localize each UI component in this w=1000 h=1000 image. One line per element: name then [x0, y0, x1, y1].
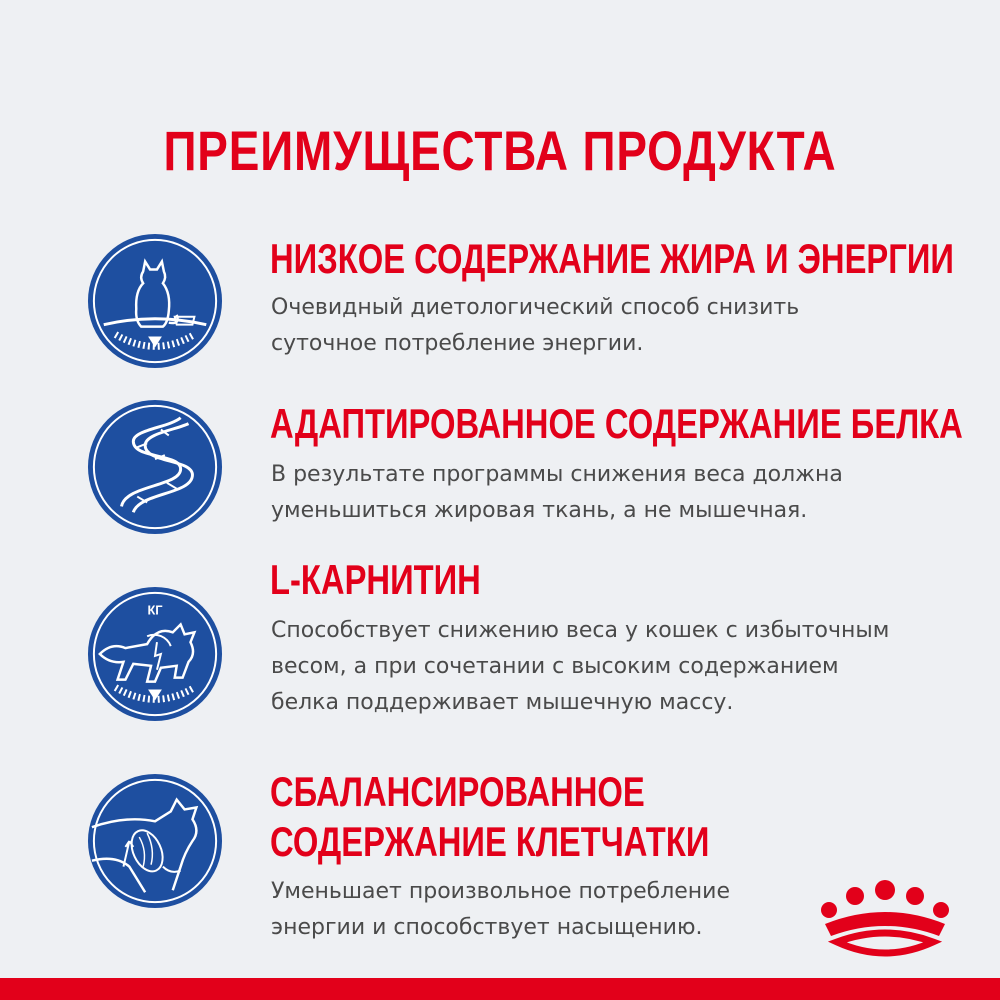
page-title: ПРЕИМУЩЕСТВА ПРОДУКТА [163, 119, 837, 182]
l-carnitine-cat-icon [86, 585, 224, 723]
protein-helix-icon [86, 398, 224, 536]
benefit-text-line: суточное потребление энергии. [271, 331, 644, 356]
bottom-brand-bar [0, 978, 1000, 1000]
benefit-text-line: Способствует снижению веса у кошек с избыточным [271, 618, 890, 643]
benefit-heading: АДАПТИРОВАННОЕ СОДЕРЖАНИЕ БЕЛКА [270, 400, 963, 447]
weight-unit-label: КГ [147, 602, 163, 618]
benefit-text-line: уменьшиться жировая ткань, а не мышечная. [271, 498, 808, 523]
benefit-text-line: весом, а при сочетании с высоким содержанием [271, 654, 839, 679]
benefit-text-line: энергии и способствует насыщению. [271, 915, 703, 940]
benefit-heading: НИЗКОЕ СОДЕРЖАНИЕ ЖИРА И ЭНЕРГИИ [270, 235, 954, 282]
benefit-heading: L-КАРНИТИН [270, 556, 481, 603]
fiber-cat-icon [86, 772, 224, 910]
benefit-text-line: Уменьшает произвольное потребление [271, 879, 731, 904]
benefit-heading: СБАЛАНСИРОВАННОЕ [270, 768, 645, 815]
benefit-text-line: В результате программы снижения веса должна [271, 462, 843, 487]
benefit-text-line: Очевидный диетологический способ снизить [271, 295, 800, 320]
cat-weight-icon [86, 232, 224, 370]
benefit-text-line: белка поддерживает мышечную массу. [271, 690, 734, 715]
royal-canin-crown-logo [815, 880, 955, 960]
benefit-heading: СОДЕРЖАНИЕ КЛЕТЧАТКИ [270, 818, 710, 865]
